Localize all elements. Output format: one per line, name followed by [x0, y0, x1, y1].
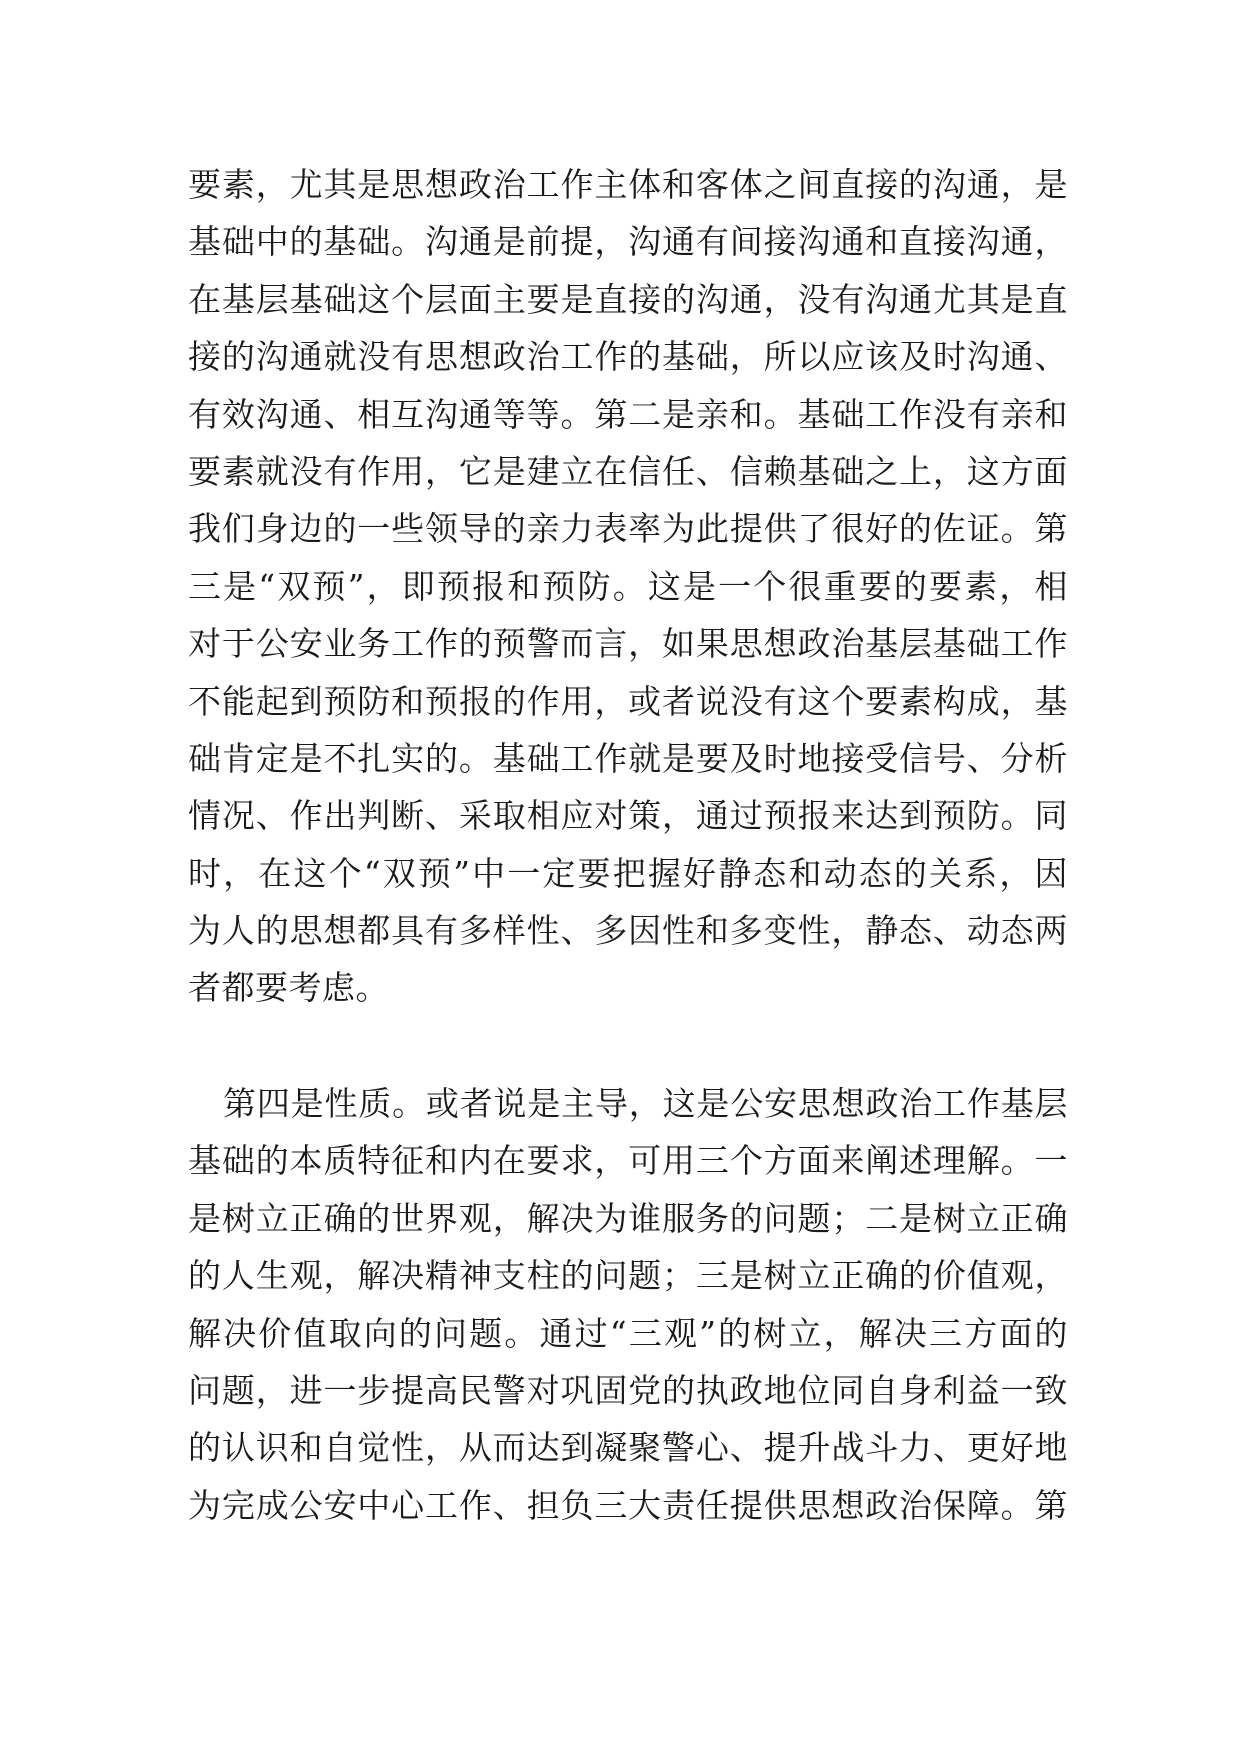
text-line: 基础中的基础。沟通是前提，沟通有间接沟通和直接沟通， — [188, 222, 1068, 262]
text-line: 接的沟通就没有思想政治工作的基础，所以应该及时沟通、 — [188, 337, 1068, 377]
text-line: 问题，进一步提高民警对巩固党的执政地位同自身利益一致 — [188, 1370, 1068, 1410]
text-line: 对于公安业务工作的预警而言，如果思想政治基层基础工作 — [188, 624, 1068, 664]
text-line: 是树立正确的世界观，解决为谁服务的问题；二是树立正确 — [188, 1198, 1068, 1238]
text-line: 础肯定是不扎实的。基础工作就是要及时地接受信号、分析 — [188, 738, 1068, 778]
text-line: 者都要考虑。 — [188, 968, 389, 1008]
text-line: 在基层基础这个层面主要是直接的沟通，没有沟通尤其是直 — [188, 279, 1068, 319]
text-line: 的人生观，解决精神支柱的问题；三是树立正确的价值观， — [188, 1256, 1068, 1296]
text-line: 第四是性质。或者说是主导，这是公安思想政治工作基层 — [223, 1084, 1068, 1123]
text-line: 三是“双预”，即预报和预防。这是一个很重要的要素，相 — [188, 566, 1068, 606]
text-line: 我们身边的一些领导的亲力表率为此提供了很好的佐证。第 — [188, 509, 1068, 549]
text-line: 解决价值取向的问题。通过“三观”的树立，解决三方面的 — [188, 1313, 1068, 1353]
paragraph-nature — [188, 1075, 1068, 1534]
text-line: 要素，尤其是思想政治工作主体和客体之间直接的沟通，是 — [188, 165, 1068, 204]
paragraph-communication-affinity — [188, 156, 1068, 1017]
text-line: 基础的本质特征和内在要求，可用三个方面来阐述理解。一 — [188, 1141, 1068, 1181]
text-line: 的认识和自觉性，从而达到凝聚警心、提升战斗力、更好地 — [188, 1428, 1068, 1468]
text-line: 有效沟通、相互沟通等等。第二是亲和。基础工作没有亲和 — [188, 394, 1068, 434]
text-line: 为人的思想都具有多样性、多因性和多变性，静态、动态两 — [188, 911, 1068, 951]
text-line: 为完成公安中心工作、担负三大责任提供思想政治保障。第 — [188, 1485, 1068, 1525]
text-line: 时，在这个“双预”中一定要把握好静态和动态的关系，因 — [188, 853, 1068, 893]
text-line: 要素就没有作用，它是建立在信任、信赖基础之上，这方面 — [188, 451, 1068, 491]
text-line: 不能起到预防和预报的作用，或者说没有这个要素构成，基 — [188, 681, 1068, 721]
text-line: 情况、作出判断、采取相应对策，通过预报来达到预防。同 — [188, 796, 1068, 836]
